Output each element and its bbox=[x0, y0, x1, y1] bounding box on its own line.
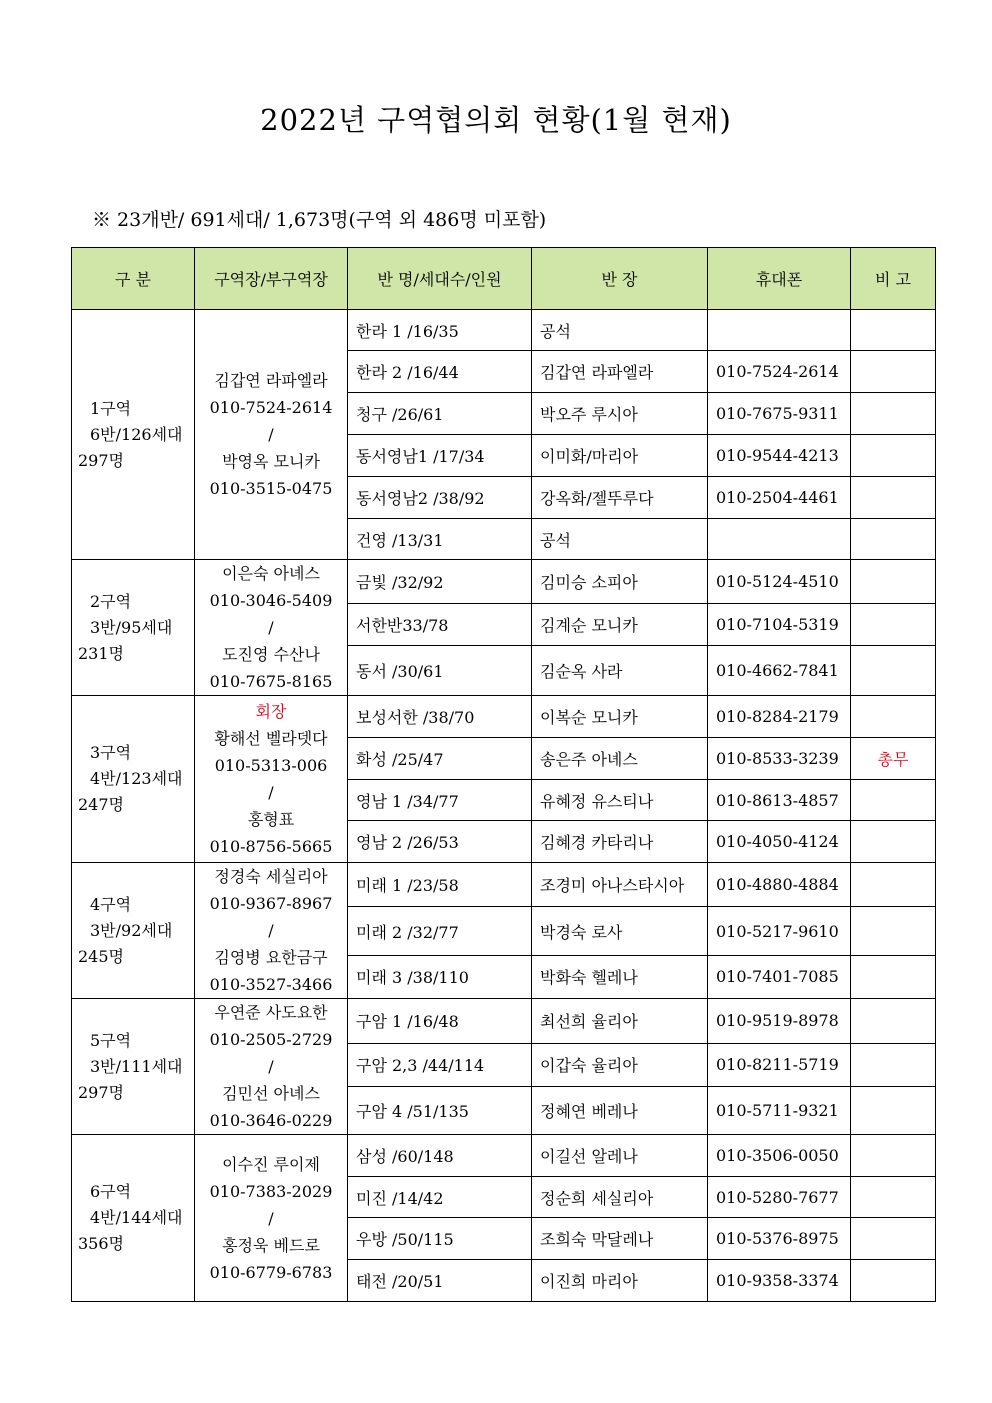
phone-cell: 010-9519-8978 bbox=[708, 999, 851, 1044]
phone-cell: 010-8284-2179 bbox=[708, 696, 851, 738]
note-cell bbox=[851, 646, 936, 696]
note-cell bbox=[851, 604, 936, 646]
ban-name-cell: 한라 1 /16/35 bbox=[348, 310, 532, 351]
district-cell bbox=[72, 560, 195, 696]
district-cell bbox=[72, 999, 195, 1135]
district-line: 297명 bbox=[78, 450, 124, 470]
table-header-row bbox=[72, 248, 936, 310]
table-row bbox=[72, 310, 936, 351]
ban-head-cell: 공석 bbox=[532, 310, 708, 351]
district-line: 4구역 bbox=[90, 894, 132, 914]
leader-line: 010-7383-2029 bbox=[209, 1181, 333, 1201]
ban-head-cell: 김순옥 사라 bbox=[532, 646, 708, 696]
note-cell bbox=[851, 999, 936, 1044]
district-line: 3반/95세대 bbox=[90, 617, 173, 637]
leader-role: 회장 bbox=[255, 702, 287, 721]
ban-name-cell: 동서영남1 /17/34 bbox=[348, 435, 532, 477]
leader-line: 010-2505-2729 bbox=[209, 1030, 333, 1049]
ban-name-cell: 서한반33/78 bbox=[348, 604, 532, 646]
leader-line: 김영병 요한금구 bbox=[214, 948, 328, 967]
district-cell bbox=[72, 310, 195, 560]
ban-name-cell: 영남 2 /26/53 bbox=[348, 821, 532, 863]
leader-line: 010-9367-8967 bbox=[209, 894, 333, 913]
district-line: 3반/111세대 bbox=[90, 1056, 183, 1076]
leader-cell bbox=[195, 310, 348, 560]
note-cell bbox=[851, 907, 936, 955]
phone-cell: 010-5376-8975 bbox=[708, 1218, 851, 1260]
phone-cell: 010-8533-3239 bbox=[708, 738, 851, 780]
header-division: 구 분 bbox=[72, 248, 195, 310]
district-table bbox=[71, 247, 936, 1302]
ban-head-cell: 송은주 아녜스 bbox=[532, 738, 708, 780]
phone-cell: 010-9358-3374 bbox=[708, 1260, 851, 1302]
district-line: 4반/144세대 bbox=[90, 1208, 183, 1227]
district-line: 247명 bbox=[78, 795, 124, 814]
district-line: 3구역 bbox=[90, 743, 132, 762]
ban-name-cell: 우방 /50/115 bbox=[348, 1218, 532, 1260]
phone-cell bbox=[708, 519, 851, 560]
note-cell bbox=[851, 1135, 936, 1177]
note-cell bbox=[851, 393, 936, 435]
leader-cell bbox=[195, 863, 348, 999]
note-cell bbox=[851, 310, 936, 351]
phone-cell: 010-7104-5319 bbox=[708, 604, 851, 646]
phone-cell: 010-9544-4213 bbox=[708, 435, 851, 477]
note-cell bbox=[851, 863, 936, 907]
ban-head-cell: 박화숙 헬레나 bbox=[532, 955, 708, 998]
leader-line: / bbox=[268, 921, 274, 940]
ban-head-cell: 이갑숙 율리아 bbox=[532, 1043, 708, 1087]
note-cell: 총무 bbox=[851, 738, 936, 780]
district-line: 2구역 bbox=[90, 591, 132, 611]
ban-head-cell: 박오주 루시아 bbox=[532, 393, 708, 435]
district-line: 5구역 bbox=[90, 1030, 132, 1050]
table-row bbox=[72, 560, 936, 604]
ban-name-cell: 동서영남2 /38/92 bbox=[348, 477, 532, 519]
phone-cell: 010-5711-9321 bbox=[708, 1087, 851, 1135]
ban-name-cell: 미래 2 /32/77 bbox=[348, 907, 532, 955]
table-body bbox=[72, 310, 936, 1302]
ban-head-cell: 이미화/마리아 bbox=[532, 435, 708, 477]
note-cell bbox=[851, 1043, 936, 1087]
phone-cell: 010-5280-7677 bbox=[708, 1177, 851, 1218]
leader-line: 이수진 루이제 bbox=[222, 1154, 320, 1174]
leader-line: / bbox=[268, 1057, 274, 1076]
district-line: 245명 bbox=[78, 946, 124, 966]
phone-cell: 010-4662-7841 bbox=[708, 646, 851, 696]
ban-name-cell: 삼성 /60/148 bbox=[348, 1135, 532, 1177]
header-ban-head: 반 장 bbox=[532, 248, 708, 310]
ban-head-cell: 유혜정 유스티나 bbox=[532, 780, 708, 821]
ban-name-cell: 건영 /13/31 bbox=[348, 519, 532, 560]
leader-line: 정경숙 세실리아 bbox=[214, 867, 328, 886]
phone-cell: 010-3506-0050 bbox=[708, 1135, 851, 1177]
ban-name-cell: 태전 /20/51 bbox=[348, 1260, 532, 1302]
ban-name-cell: 미래 1 /23/58 bbox=[348, 863, 532, 907]
leader-line: 우연준 사도요한 bbox=[214, 1003, 328, 1022]
header-phone: 휴대폰 bbox=[708, 248, 851, 310]
district-cell bbox=[72, 696, 195, 863]
ban-head-cell: 김계순 모니카 bbox=[532, 604, 708, 646]
leader-line: / bbox=[268, 425, 274, 444]
ban-name-cell: 영남 1 /34/77 bbox=[348, 780, 532, 821]
ban-head-cell: 이길선 알레나 bbox=[532, 1135, 708, 1177]
leader-line: 김민선 아녜스 bbox=[222, 1084, 320, 1103]
phone-cell: 010-5124-4510 bbox=[708, 560, 851, 604]
header-ban: 반 명/세대수/인원 bbox=[348, 248, 532, 310]
district-line: 6반/126세대 bbox=[90, 424, 183, 444]
ban-name-cell: 금빛 /32/92 bbox=[348, 560, 532, 604]
ban-name-cell: 구암 2,3 /44/114 bbox=[348, 1043, 532, 1087]
leader-line: 010-6779-6783 bbox=[209, 1262, 333, 1282]
table-row bbox=[72, 1135, 936, 1177]
summary-line: ※ 23개반/ 691세대/ 1,673명(구역 외 486명 미포함) bbox=[92, 209, 547, 231]
ban-name-cell: 청구 /26/61 bbox=[348, 393, 532, 435]
phone-cell: 010-7675-9311 bbox=[708, 393, 851, 435]
leader-line: 황해선 벨라뎃다 bbox=[214, 729, 328, 748]
ban-head-cell: 강옥화/젤뚜루다 bbox=[532, 477, 708, 519]
phone-cell: 010-8211-5719 bbox=[708, 1043, 851, 1087]
note-cell bbox=[851, 696, 936, 738]
note-cell bbox=[851, 1177, 936, 1218]
note-cell bbox=[851, 560, 936, 604]
leader-line: 홍정욱 베드로 bbox=[222, 1235, 320, 1255]
ban-head-cell: 김혜경 카타리나 bbox=[532, 821, 708, 863]
ban-name-cell: 화성 /25/47 bbox=[348, 738, 532, 780]
leader-line: 홍형표 bbox=[247, 810, 295, 829]
leader-line: 박영옥 모니카 bbox=[222, 452, 320, 471]
ban-head-cell: 박경숙 로사 bbox=[532, 907, 708, 955]
note-cell bbox=[851, 1218, 936, 1260]
leader-line: / bbox=[268, 783, 274, 802]
leader-line: 010-3515-0475 bbox=[209, 479, 333, 498]
note-cell bbox=[851, 519, 936, 560]
district-line: 297명 bbox=[78, 1082, 124, 1102]
ban-head-cell: 최선희 율리아 bbox=[532, 999, 708, 1044]
ban-head-cell: 조경미 아나스타시아 bbox=[532, 863, 708, 907]
leader-line: 이은숙 아녜스 bbox=[222, 564, 320, 583]
leader-line: / bbox=[268, 618, 274, 637]
phone-cell: 010-4880-4884 bbox=[708, 863, 851, 907]
district-line: 356명 bbox=[78, 1234, 124, 1253]
ban-name-cell: 구암 4 /51/135 bbox=[348, 1087, 532, 1135]
phone-cell: 010-8613-4857 bbox=[708, 780, 851, 821]
leader-cell bbox=[195, 999, 348, 1135]
phone-cell: 010-7524-2614 bbox=[708, 351, 851, 393]
note-cell bbox=[851, 821, 936, 863]
phone-cell bbox=[708, 310, 851, 351]
note-cell bbox=[851, 1087, 936, 1135]
header-note: 비 고 bbox=[851, 248, 936, 310]
ban-head-cell: 이복순 모니카 bbox=[532, 696, 708, 738]
ban-name-cell: 보성서한 /38/70 bbox=[348, 696, 532, 738]
district-cell bbox=[72, 863, 195, 999]
ban-name-cell: 미진 /14/42 bbox=[348, 1177, 532, 1218]
ban-head-cell: 조희숙 막달레나 bbox=[532, 1218, 708, 1260]
table-row bbox=[72, 999, 936, 1044]
leader-line: 010-7675-8165 bbox=[209, 672, 333, 691]
note-cell bbox=[851, 780, 936, 821]
phone-cell: 010-2504-4461 bbox=[708, 477, 851, 519]
district-cell bbox=[72, 1135, 195, 1302]
district-line: 231명 bbox=[78, 643, 124, 663]
leader-cell bbox=[195, 1135, 348, 1302]
leader-line: 010-7524-2614 bbox=[209, 398, 333, 417]
district-line: 1구역 bbox=[90, 398, 132, 418]
phone-cell: 010-5217-9610 bbox=[708, 907, 851, 955]
ban-head-cell: 정순희 세실리아 bbox=[532, 1177, 708, 1218]
leader-line: 010-5313-006 bbox=[214, 756, 328, 775]
leader-line: 도진영 수산나 bbox=[222, 645, 320, 664]
district-line: 4반/123세대 bbox=[90, 769, 183, 788]
table-row bbox=[72, 863, 936, 907]
leader-line: 010-3646-0229 bbox=[209, 1111, 333, 1130]
note-cell bbox=[851, 351, 936, 393]
leader-line: 010-8756-5665 bbox=[209, 837, 333, 856]
ban-head-cell: 정혜연 베레나 bbox=[532, 1087, 708, 1135]
ban-name-cell: 구암 1 /16/48 bbox=[348, 999, 532, 1044]
page-title: 2022년 구역협의회 현황(1월 현재) bbox=[260, 103, 732, 137]
note-cell bbox=[851, 477, 936, 519]
leader-cell bbox=[195, 560, 348, 696]
table-row bbox=[72, 696, 936, 738]
ban-name-cell: 한라 2 /16/44 bbox=[348, 351, 532, 393]
ban-head-cell: 공석 bbox=[532, 519, 708, 560]
header-leaders: 구역장/부구역장 bbox=[195, 248, 348, 310]
note-cell bbox=[851, 435, 936, 477]
phone-cell: 010-4050-4124 bbox=[708, 821, 851, 863]
note-cell bbox=[851, 955, 936, 998]
leader-line: / bbox=[268, 1208, 274, 1228]
ban-name-cell: 미래 3 /38/110 bbox=[348, 955, 532, 998]
ban-head-cell: 김갑연 라파엘라 bbox=[532, 351, 708, 393]
leader-line: 김갑연 라파엘라 bbox=[214, 371, 328, 390]
phone-cell: 010-7401-7085 bbox=[708, 955, 851, 998]
leader-line: 010-3527-3466 bbox=[209, 975, 333, 994]
note-cell bbox=[851, 1260, 936, 1302]
leader-cell bbox=[195, 696, 348, 863]
ban-head-cell: 김미승 소피아 bbox=[532, 560, 708, 604]
ban-name-cell: 동서 /30/61 bbox=[348, 646, 532, 696]
district-line: 6구역 bbox=[90, 1182, 132, 1201]
leader-line: 010-3046-5409 bbox=[209, 591, 333, 610]
ban-head-cell: 이진희 마리아 bbox=[532, 1260, 708, 1302]
district-line: 3반/92세대 bbox=[90, 920, 173, 940]
